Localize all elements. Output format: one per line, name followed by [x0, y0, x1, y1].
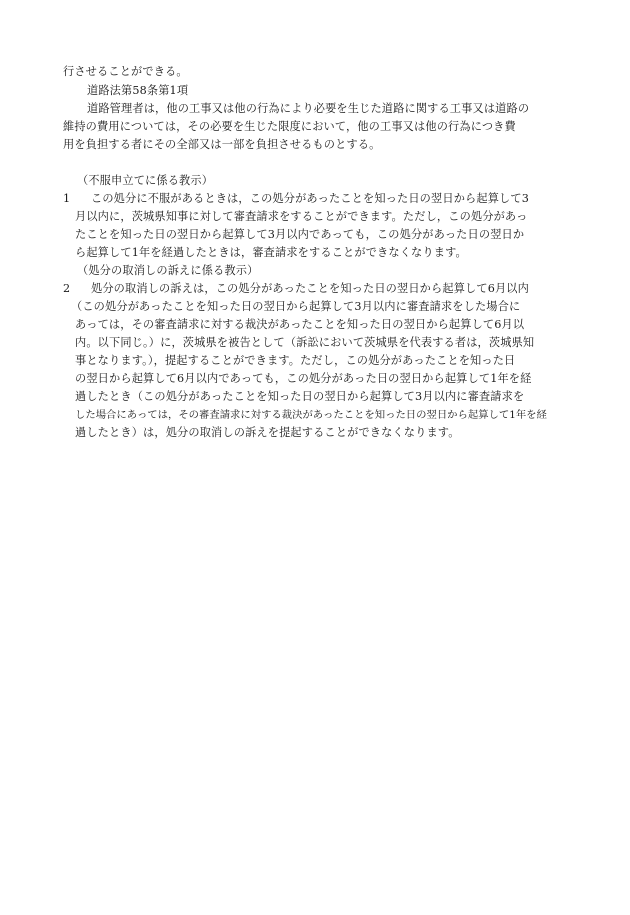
- text-line: あっては，その審査請求に対する裁決があったことを知った日の翌日から起算して6月以: [75, 318, 525, 331]
- text-line: 過したとき）は，処分の取消しの訴えを提起することができなくなります。: [75, 426, 460, 439]
- text-line: ら起算して1年を経過したときは，審査請求をすることができなくなります。: [75, 246, 467, 259]
- text-line: した場合にあっては，その審査請求に対する裁決があったことを知った日の翌日から起算して1年を経: [75, 409, 547, 421]
- text-line: 月以内に，茨城県知事に対して審査請求をすることができます。ただし，この処分があっ: [75, 210, 528, 223]
- text-line: （この処分があったことを知った日の翌日から起算して3月以内に審査請求をした場合に: [71, 300, 521, 313]
- text-line: この処分に不服があるときは，この処分があったことを知った日の翌日から起算して3: [91, 192, 529, 205]
- text-line: 過したとき（この処分があったことを知った日の翌日から起算して3月以内に審査請求を: [75, 390, 525, 403]
- text-line: 道路管理者は，他の工事又は他の行為により必要を生じた道路に関する工事又は道路の: [87, 102, 530, 115]
- text-line: 事となります。），提起することができます。ただし，この処分があったことを知った日: [75, 354, 516, 367]
- text-line: 行させることができる。: [63, 65, 188, 78]
- text-line: 維持の費用については，その必要を生じた限度において，他の工事又は他の行為につき費: [63, 120, 516, 133]
- item-number: 2: [63, 282, 71, 295]
- item-number: 1: [63, 192, 71, 205]
- text-line: たことを知った日の翌日から起算して3月以内であっても，この処分があった日の翌日か: [75, 228, 525, 241]
- section-title-text: （処分の取消しの訴えに係る教示）: [77, 264, 259, 277]
- text-line: 用を負担する者にその全部又は一部を負担させるものとする。: [63, 138, 381, 151]
- text-line: 内。以下同じ。）に，茨城県を被告として（訴訟において茨城県を代表する者は，茨城県知: [75, 336, 535, 349]
- text-line: 処分の取消しの訴えは，この処分があったことを知った日の翌日から起算して6月以内: [91, 282, 529, 295]
- section-title-text: （不服申立てに係る教示）: [77, 174, 214, 187]
- law-heading-text: 道路法第58条第1項: [87, 84, 189, 97]
- text-line: の翌日から起算して6月以内であっても，この処分があった日の翌日から起算して1年を経: [75, 372, 532, 385]
